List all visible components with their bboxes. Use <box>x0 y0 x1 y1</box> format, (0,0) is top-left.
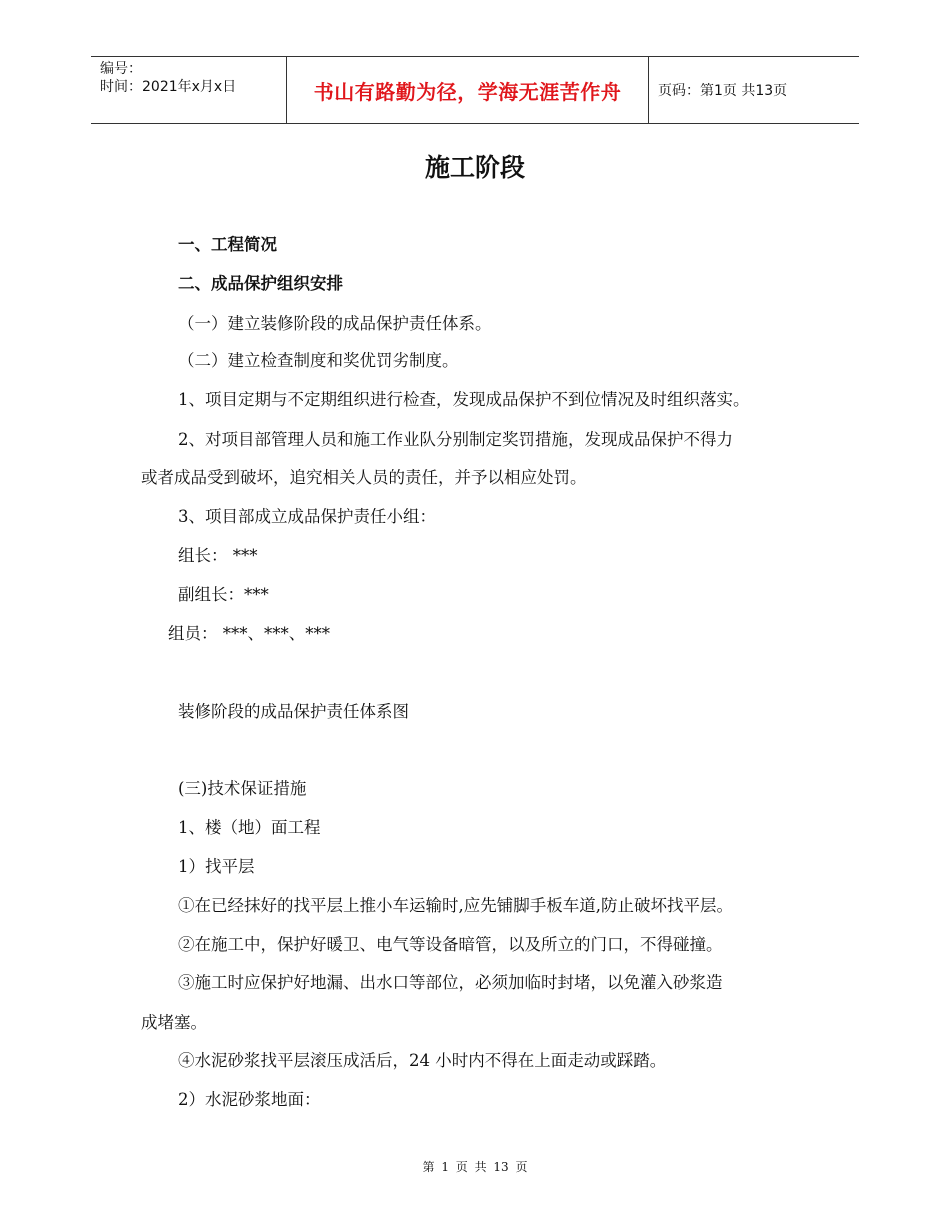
document-header <box>91 56 859 124</box>
paragraph: (三)技术保证措施 <box>178 779 307 798</box>
header-page-label: 页码：第1页 共13页 <box>658 83 788 99</box>
paragraph: 1、楼（地）面工程 <box>178 818 321 837</box>
paragraph: 1、项目定期与不定期组织进行检查，发现成品保护不到位情况及时组织落实。 <box>178 390 750 409</box>
paragraph: ①在已经抹好的找平层上推小车运输时,应先铺脚手板车道,防止破坏找平层。 <box>178 896 733 915</box>
paragraph: 副组长：*** <box>178 585 269 604</box>
paragraph: （二）建立检查制度和奖优罚劣制度。 <box>178 351 459 370</box>
paragraph: 3、项目部成立成品保护责任小组： <box>178 507 436 526</box>
section-heading: 一、工程简况 <box>178 235 277 254</box>
paragraph: 或者成品受到破坏，追究相关人员的责任，并予以相应处罚。 <box>141 468 587 487</box>
paragraph: 2、对项目部管理人员和施工作业队分别制定奖罚措施，发现成品保护不得力 <box>178 430 733 449</box>
paragraph: 成堵塞。 <box>141 1013 207 1032</box>
time-label: 时间：2021年x月x日 <box>100 79 237 95</box>
page-title: 施工阶段 <box>424 153 525 182</box>
paragraph: ②在施工中，保护好暖卫、电气等设备暗管，以及所立的门口，不得碰撞。 <box>178 935 723 954</box>
paragraph: 组长： *** <box>178 546 258 565</box>
section-heading: 二、成品保护组织安排 <box>178 274 343 293</box>
paragraph: （一）建立装修阶段的成品保护责任体系。 <box>178 314 492 333</box>
paragraph: ④水泥砂浆找平层滚压成活后，24 小时内不得在上面走动或踩踏。 <box>178 1051 667 1070</box>
paragraph: 1）找平层 <box>178 857 255 876</box>
paragraph: 2）水泥砂浆地面： <box>178 1090 321 1109</box>
paragraph: ③施工时应保护好地漏、出水口等部位，必须加临时封堵，以免灌入砂浆造 <box>178 973 723 992</box>
page-footer: 第 1 页 共 13 页 <box>422 1160 528 1174</box>
number-label: 编号： <box>100 61 142 77</box>
header-motto: 书山有路勤为径，学海无涯苦作舟 <box>286 57 649 123</box>
header-meta <box>91 57 286 123</box>
paragraph: 组员： ***、***、*** <box>168 624 330 643</box>
paragraph: 装修阶段的成品保护责任体系图 <box>178 702 409 721</box>
